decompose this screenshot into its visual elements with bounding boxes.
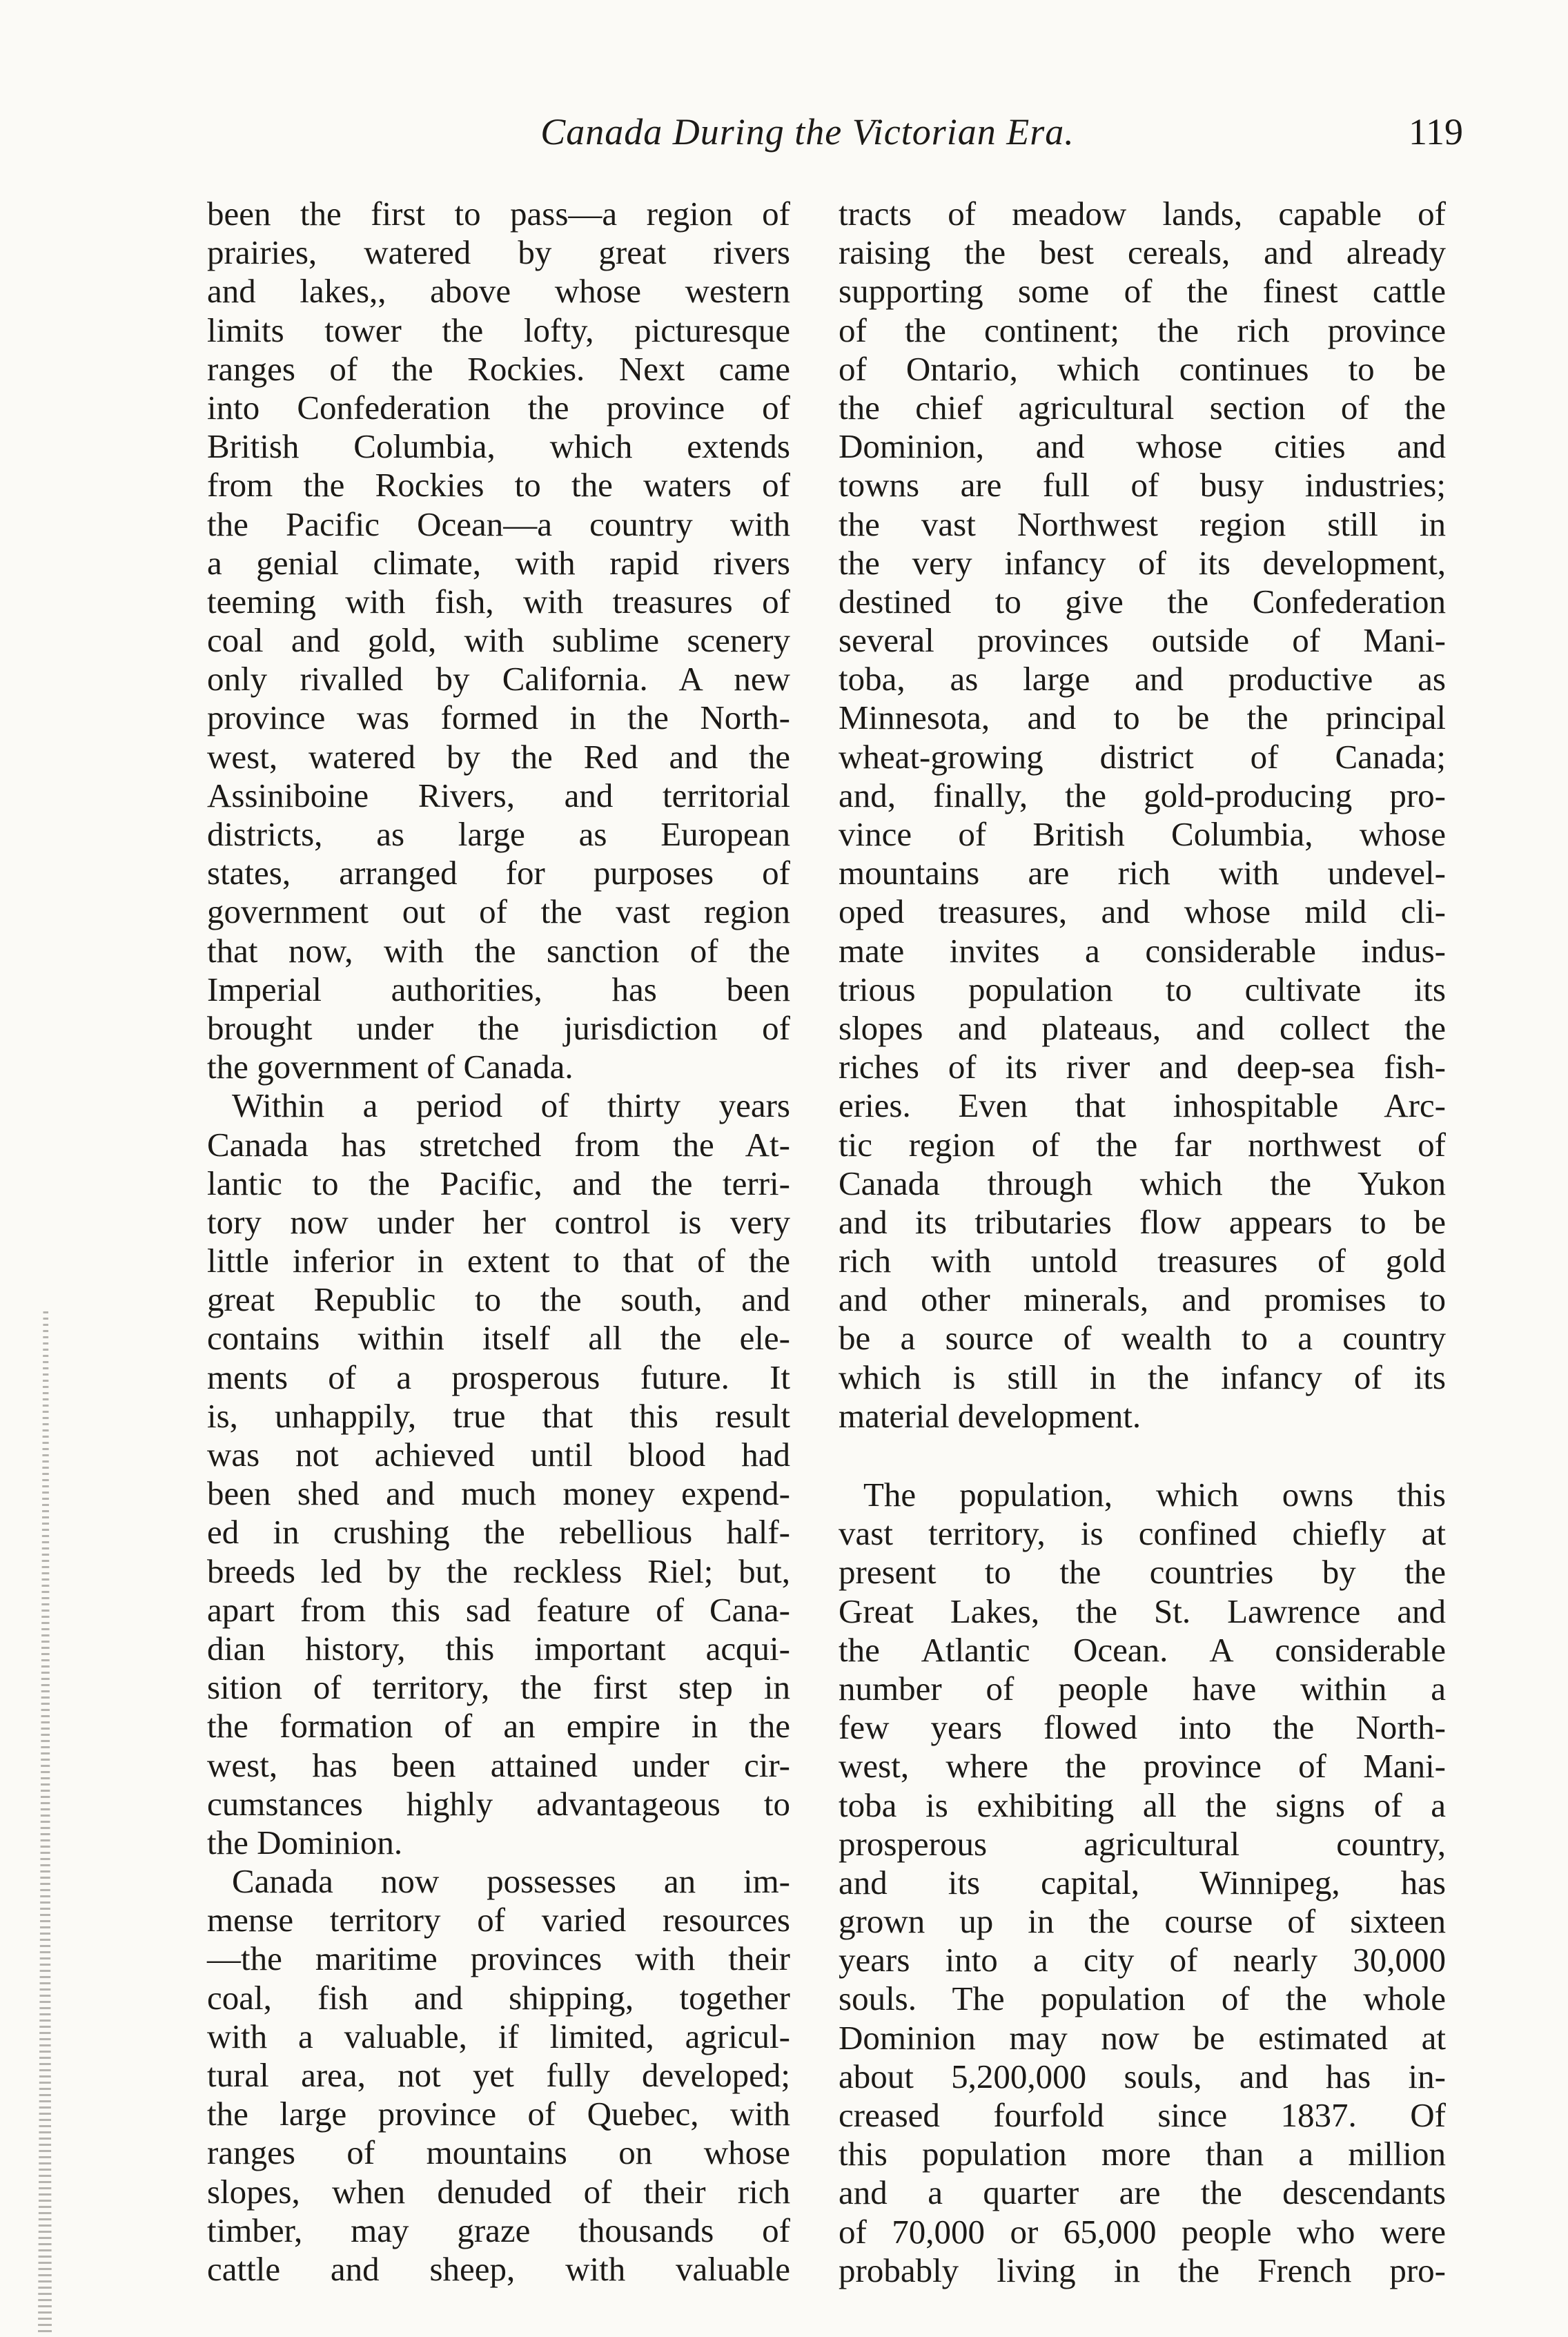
text-line: and a quarter are the descendants (839, 2173, 1446, 2212)
text-line: which is still in the infancy of its (839, 1358, 1446, 1396)
text-line: tory now under her control is very (207, 1202, 790, 1241)
text-line: Within a period of thirty years (232, 1086, 790, 1125)
text-line: souls. The population of the whole (839, 1979, 1446, 2018)
text-line: Minnesota, and to be the principal (839, 698, 1446, 737)
text-line: states, arranged for purposes of (207, 854, 790, 892)
text-line: contains within itself all the ele- (207, 1319, 790, 1358)
text-line: been shed and much money expend- (207, 1474, 790, 1513)
text-line: prosperous agricultural country, (839, 1824, 1446, 1863)
text-line: The population, which owns this (863, 1476, 1446, 1514)
text-line: the government of Canada. (207, 1048, 574, 1086)
text-line: British Columbia, which extends (207, 427, 790, 466)
text-line: about 5,200,000 souls, and has in- (839, 2057, 1446, 2095)
text-line: ranges of mountains on whose (207, 2133, 790, 2172)
text-line: oped treasures, and whose mild cli- (839, 892, 1446, 931)
text-line: that now, with the sanction of the (207, 931, 790, 970)
right-column (839, 195, 1446, 2290)
text-line: ed in crushing the rebellious half- (207, 1513, 790, 1552)
text-line: teeming with fish, with treasures of (207, 582, 790, 620)
text-line: slopes, when denuded of their rich (207, 2172, 790, 2211)
text-line: Dominion, and whose cities and (839, 427, 1446, 466)
text-line: Great Lakes, the St. Lawrence and (839, 1592, 1446, 1630)
text-line: of the continent; the rich province (839, 311, 1446, 349)
text-line: the chief agricultural section of the (839, 388, 1446, 427)
running-title: Canada During the Victorian Era. (540, 111, 1075, 153)
text-line: of Ontario, which continues to be (839, 349, 1446, 388)
text-line: brought under the jurisdiction of (207, 1008, 790, 1047)
left-column (207, 195, 790, 2289)
text-line: was not achieved until blood had (207, 1436, 790, 1474)
text-line: lantic to the Pacific, and the terri- (207, 1164, 790, 1202)
text-line: province was formed in the North- (207, 698, 790, 737)
text-line: been the first to pass—a region of (207, 195, 790, 233)
text-line: tic region of the far northwest of (839, 1125, 1446, 1164)
paragraph-gap (839, 1436, 1446, 1476)
text-line: timber, may graze thousands of (207, 2211, 790, 2249)
text-line: raising the best cereals, and already (839, 233, 1446, 272)
text-line: and other minerals, and promises to (839, 1280, 1446, 1319)
text-line: and its capital, Winnipeg, has (839, 1863, 1446, 1901)
text-line: the Atlantic Ocean. A considerable (839, 1630, 1446, 1669)
text-line: cattle and sheep, with valuable (207, 2249, 790, 2288)
text-line: creased fourfold since 1837. Of (839, 2096, 1446, 2134)
text-line: from the Rockies to the waters of (207, 466, 790, 505)
text-line: Canada through which the Yukon (839, 1164, 1446, 1202)
text-line: west, where the province of Mani- (839, 1747, 1446, 1786)
text-line: the vast Northwest region still in (839, 505, 1446, 543)
text-line: Canada now possesses an im- (232, 1862, 790, 1901)
text-line: toba, as large and productive as (839, 660, 1446, 698)
text-line: vast territory, is confined chiefly at (839, 1514, 1446, 1553)
text-line: riches of its river and deep-sea fish- (839, 1048, 1446, 1086)
text-line: breeds led by the reckless Riel; but, (207, 1552, 790, 1590)
text-line: vince of British Columbia, whose (839, 815, 1446, 853)
text-line: west, has been attained under cir- (207, 1746, 790, 1784)
text-line: great Republic to the south, and (207, 1280, 790, 1319)
text-line: supporting some of the finest cattle (839, 272, 1446, 311)
text-line: towns are full of busy industries; (839, 466, 1446, 505)
text-line: and lakes,, above whose western (207, 272, 790, 311)
text-line: the very infancy of its development, (839, 543, 1446, 582)
text-line: little inferior in extent to that of the (207, 1242, 790, 1280)
text-line: mense territory of varied resources (207, 1901, 790, 1939)
text-line: only rivalled by California. A new (207, 660, 790, 698)
text-line: and its tributaries flow appears to be (839, 1202, 1446, 1241)
text-line: slopes and plateaus, and collect the (839, 1008, 1446, 1047)
text-line: Imperial authorities, has been (207, 970, 790, 1008)
text-line: trious population to cultivate its (839, 970, 1446, 1008)
text-line: grown up in the course of sixteen (839, 1902, 1446, 1941)
text-line: the large province of Quebec, with (207, 2095, 790, 2133)
text-line: dian history, this important acqui- (207, 1629, 790, 1668)
text-line: ments of a prosperous future. It (207, 1358, 790, 1396)
text-line: Assiniboine Rivers, and territorial (207, 776, 790, 814)
text-line: this population more than a million (839, 2135, 1446, 2173)
text-line: of 70,000 or 65,000 people who were (839, 2212, 1446, 2251)
text-line: tracts of meadow lands, capable of (839, 195, 1446, 233)
text-line: prairies, watered by great rivers (207, 233, 790, 272)
text-line: toba is exhibiting all the signs of a (839, 1786, 1446, 1824)
text-line: districts, as large as European (207, 815, 790, 853)
text-line: tural area, not yet fully developed; (207, 2056, 790, 2094)
text-line: several provinces outside of Mani- (839, 621, 1446, 660)
text-line: eries. Even that inhospitable Arc- (839, 1086, 1446, 1125)
text-line: mountains are rich with undevel- (839, 854, 1446, 892)
text-line: be a source of wealth to a country (839, 1319, 1446, 1358)
text-line: probably living in the French pro- (839, 2251, 1446, 2289)
text-line: destined to give the Confederation (839, 582, 1446, 620)
text-line: ranges of the Rockies. Next came (207, 349, 790, 388)
text-line: a genial climate, with rapid rivers (207, 543, 790, 582)
text-line: the Dominion. (207, 1823, 403, 1861)
text-line: the formation of an empire in the (207, 1707, 790, 1746)
text-line: Canada has stretched from the At- (207, 1125, 790, 1164)
right-column-part1 (839, 195, 1446, 1436)
text-line: years into a city of nearly 30,000 (839, 1941, 1446, 1979)
text-line: into Confederation the province of (207, 388, 790, 427)
text-line: with a valuable, if limited, agricul- (207, 2017, 790, 2055)
text-line: apart from this sad feature of Cana- (207, 1590, 790, 1629)
text-line: —the maritime provinces with their (207, 1939, 790, 1978)
right-column-part2 (839, 1476, 1446, 2290)
text-line: present to the countries by the (839, 1553, 1446, 1592)
text-line: west, watered by the Red and the (207, 737, 790, 776)
text-line: Dominion may now be estimated at (839, 2018, 1446, 2057)
text-line: rich with untold treasures of gold (839, 1242, 1446, 1280)
text-line: cumstances highly advantageous to (207, 1784, 790, 1823)
text-line: coal, fish and shipping, together (207, 1978, 790, 2017)
text-line: material development. (839, 1396, 1141, 1435)
text-line: wheat-growing district of Canada; (839, 737, 1446, 776)
text-line: is, unhappily, true that this result (207, 1396, 790, 1435)
text-line: limits tower the lofty, picturesque (207, 311, 790, 349)
binding-edge-marks (28, 1311, 62, 2333)
page-number: 119 (1409, 111, 1463, 153)
text-line: mate invites a considerable indus- (839, 931, 1446, 970)
text-line: sition of territory, the first step in (207, 1668, 790, 1707)
text-line: coal and gold, with sublime scenery (207, 621, 790, 660)
text-line: number of people have within a (839, 1669, 1446, 1708)
text-line: few years flowed into the North- (839, 1708, 1446, 1747)
text-line: and, finally, the gold-producing pro- (839, 776, 1446, 814)
text-line: the Pacific Ocean—a country with (207, 505, 790, 543)
text-line: government out of the vast region (207, 892, 790, 931)
